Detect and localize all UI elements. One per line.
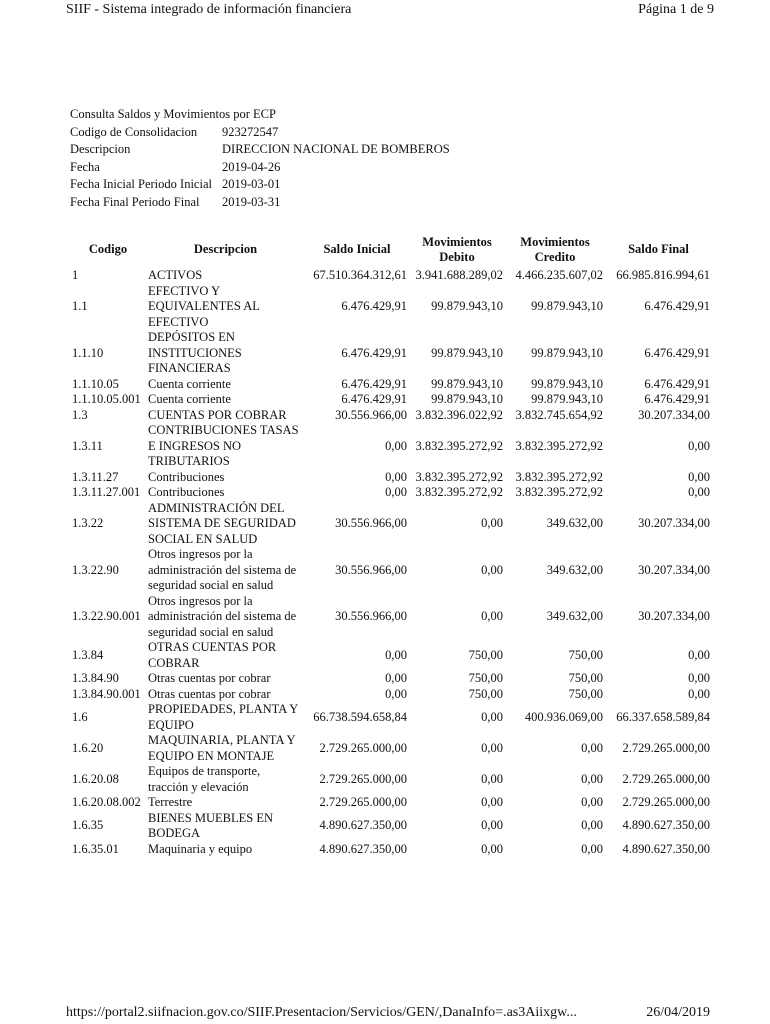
table-body	[70, 268, 712, 857]
cell-saldo-inicial: 30.556.966,00	[335, 609, 407, 623]
table-row	[70, 795, 712, 811]
cell-movimientos-credito: 400.936.069,00	[524, 709, 603, 724]
cell-movimientos-credito: 750,00	[568, 647, 603, 662]
cell-codigo: 1.1	[72, 299, 88, 313]
cell-saldo-final: 0,00	[688, 671, 710, 685]
cell-movimientos-credito: 0,00	[581, 795, 603, 809]
info-row	[70, 141, 450, 159]
cell-saldo-inicial: 0,00	[385, 686, 407, 701]
cell-saldo-final: 4.890.627.350,00	[622, 818, 710, 833]
cell-codigo: 1.6.20.08	[72, 771, 119, 786]
cell-descripcion: Equipos de transporte, tracción y elevación	[148, 764, 261, 794]
cell-codigo: 1.3.22.90	[72, 562, 119, 577]
cell-saldo-inicial: 6.476.429,91	[341, 345, 407, 360]
column-header-codigo: Codigo	[88, 242, 128, 257]
table-row	[70, 671, 712, 687]
cell-saldo-final: 2.729.265.000,00	[622, 740, 710, 755]
table-row	[70, 392, 712, 408]
cell-movimientos-credito: 0,00	[581, 771, 603, 786]
cell-movimientos-debito: 0,00	[481, 740, 503, 755]
table-row	[70, 640, 712, 671]
cell-movimientos-credito: 349.632,00	[546, 609, 603, 623]
cell-saldo-final: 0,00	[688, 469, 710, 484]
cell-saldo-inicial: 0,00	[385, 647, 407, 662]
cell-saldo-inicial: 4.890.627.350,00	[319, 818, 407, 833]
cell-saldo-final: 0,00	[688, 438, 710, 453]
info-row	[70, 176, 450, 194]
cell-descripcion: Contribuciones	[148, 485, 225, 499]
cell-codigo: 1.3.84.90.001	[72, 686, 141, 701]
cell-descripcion: Otras cuentas por cobrar	[148, 671, 271, 685]
cell-saldo-final: 6.476.429,91	[644, 376, 710, 391]
column-header-saldo-final: Saldo Final	[628, 242, 689, 257]
cell-saldo-final: 30.207.334,00	[638, 516, 710, 530]
report-title: Consulta Saldos y Movimientos por ECP	[70, 107, 276, 121]
cell-saldo-final: 0,00	[688, 485, 710, 499]
cell-descripcion: Terrestre	[148, 795, 193, 809]
footer-url: https://portal2.siifnacion.gov.co/SIIF.Presentacion/Servicios/GEN/,DanaInfo=.as3Aiixgw...	[66, 1005, 577, 1020]
cell-movimientos-credito: 750,00	[568, 671, 603, 685]
cell-saldo-final: 2.729.265.000,00	[622, 771, 710, 786]
cell-codigo: 1.3.84	[72, 647, 104, 662]
table-row	[70, 330, 712, 377]
cell-descripcion: Otros ingresos por la administración del sistema de seguridad social en salud	[148, 593, 297, 639]
table-row	[70, 702, 712, 733]
cell-descripcion: PROPIEDADES, PLANTA Y EQUIPO	[148, 702, 298, 732]
cell-movimientos-debito: 3.832.395.272,92	[415, 438, 503, 453]
cell-codigo: 1.3	[72, 407, 88, 422]
cell-movimientos-debito: 750,00	[468, 671, 503, 685]
cell-movimientos-credito: 99.879.943,10	[531, 345, 603, 360]
cell-saldo-inicial: 2.729.265.000,00	[319, 795, 407, 809]
cell-descripcion: Otros ingresos por la administración del sistema de seguridad social en salud	[148, 547, 297, 592]
cell-codigo: 1.3.84.90	[72, 671, 119, 685]
info-label: Descripcion	[70, 142, 131, 156]
cell-codigo: 1.3.11	[72, 438, 103, 453]
cell-saldo-final: 66.985.816.994,61	[616, 268, 710, 282]
cell-saldo-inicial: 0,00	[385, 485, 407, 499]
cell-codigo: 1.3.11.27.001	[72, 485, 141, 499]
cell-saldo-inicial: 30.556.966,00	[335, 562, 407, 577]
cell-codigo: 1.3.22	[72, 516, 104, 530]
cell-movimientos-debito: 750,00	[468, 686, 503, 701]
table-row	[70, 547, 712, 594]
info-label: Fecha Final Periodo Final	[70, 194, 200, 209]
report-info	[70, 106, 450, 211]
cell-saldo-inicial: 66.738.594.658,84	[313, 709, 407, 724]
cell-movimientos-debito: 99.879.943,10	[431, 392, 503, 406]
column-header-descripcion: Descripcion	[193, 242, 258, 257]
cell-descripcion: Otras cuentas por cobrar	[148, 686, 271, 701]
cell-movimientos-credito: 4.466.235.607,02	[515, 268, 603, 282]
cell-saldo-final: 2.729.265.000,00	[622, 795, 710, 809]
table-row	[70, 485, 712, 501]
cell-movimientos-credito: 99.879.943,10	[531, 392, 603, 406]
cell-saldo-final: 0,00	[688, 647, 710, 662]
page-number: Página 1 de 9	[638, 2, 714, 17]
cell-descripcion: BIENES MUEBLES EN BODEGA	[148, 810, 273, 840]
cell-descripcion: EFECTIVO Y EQUIVALENTES AL EFECTIVO	[148, 283, 260, 329]
cell-saldo-final: 6.476.429,91	[644, 345, 710, 360]
cell-saldo-inicial: 0,00	[385, 671, 407, 685]
table-row	[70, 268, 712, 284]
cell-descripcion: ACTIVOS	[148, 268, 203, 282]
cell-movimientos-credito: 0,00	[581, 740, 603, 755]
cell-movimientos-debito: 3.832.395.272,92	[415, 469, 503, 484]
info-row	[70, 159, 450, 177]
cell-descripcion: DEPÓSITOS EN INSTITUCIONES FINANCIERAS	[148, 330, 242, 375]
cell-saldo-final: 4.890.627.350,00	[622, 841, 710, 856]
column-header-movimientos-credito: Movimientos Credito	[520, 234, 590, 264]
cell-saldo-inicial: 4.890.627.350,00	[319, 841, 407, 856]
table-row	[70, 377, 712, 393]
cell-descripcion: MAQUINARIA, PLANTA Y EQUIPO EN MONTAJE	[148, 733, 296, 763]
info-value: 2019-04-26	[222, 159, 281, 174]
cell-movimientos-debito: 99.879.943,10	[431, 299, 503, 313]
cell-saldo-final: 0,00	[688, 686, 710, 701]
cell-movimientos-debito: 750,00	[468, 647, 503, 662]
info-row	[70, 124, 450, 142]
cell-codigo: 1	[72, 268, 79, 282]
cell-saldo-inicial: 6.476.429,91	[341, 392, 407, 406]
cell-saldo-final: 6.476.429,91	[644, 299, 710, 313]
cell-codigo: 1.6	[72, 709, 88, 724]
cell-saldo-inicial: 2.729.265.000,00	[319, 740, 407, 755]
cell-codigo: 1.6.20	[72, 740, 104, 755]
table-row	[70, 594, 712, 641]
cell-codigo: 1.6.35.01	[72, 841, 119, 856]
cell-codigo: 1.1.10.05	[72, 376, 119, 391]
cell-saldo-final: 6.476.429,91	[644, 392, 710, 406]
table-row	[70, 408, 712, 424]
table-row	[70, 687, 712, 703]
cell-saldo-inicial: 0,00	[385, 469, 407, 484]
cell-saldo-final: 30.207.334,00	[638, 407, 710, 422]
table-row	[70, 501, 712, 548]
cell-codigo: 1.1.10.05.001	[72, 392, 141, 406]
cell-movimientos-debito: 99.879.943,10	[431, 345, 503, 360]
cell-saldo-inicial: 6.476.429,91	[341, 376, 407, 391]
cell-saldo-inicial: 0,00	[385, 438, 407, 453]
cell-saldo-inicial: 2.729.265.000,00	[319, 771, 407, 786]
footer-date: 26/04/2019	[646, 1005, 710, 1020]
info-label: Fecha Inicial Periodo Inicial	[70, 177, 212, 191]
cell-saldo-final: 30.207.334,00	[638, 562, 710, 577]
table-row	[70, 811, 712, 842]
cell-movimientos-debito: 0,00	[481, 841, 503, 856]
cell-descripcion: ADMINISTRACIÓN DEL SISTEMA DE SEGURIDAD SOCIAL EN SALUD	[148, 500, 296, 546]
page-header-title: SIIF - Sistema integrado de información financiera	[66, 2, 352, 17]
cell-saldo-inicial: 67.510.364.312,61	[313, 268, 407, 282]
cell-codigo: 1.6.20.08.002	[72, 795, 141, 809]
cell-movimientos-credito: 99.879.943,10	[531, 376, 603, 391]
cell-codigo: 1.1.10	[72, 345, 104, 360]
table-row	[70, 764, 712, 795]
cell-movimientos-debito: 99.879.943,10	[431, 376, 503, 391]
cell-descripcion: Cuenta corriente	[148, 376, 231, 391]
cell-movimientos-credito: 3.832.395.272,92	[515, 469, 603, 484]
cell-movimientos-credito: 349.632,00	[546, 562, 603, 577]
cell-descripcion: OTRAS CUENTAS POR COBRAR	[148, 640, 277, 670]
info-value: 2019-03-31	[222, 194, 281, 209]
cell-movimientos-debito: 0,00	[481, 795, 503, 809]
cell-movimientos-credito: 99.879.943,10	[531, 299, 603, 313]
cell-movimientos-credito: 0,00	[581, 841, 603, 856]
cell-codigo: 1.6.35	[72, 818, 104, 833]
cell-descripcion: CONTRIBUCIONES TASAS E INGRESOS NO TRIBUTARIOS	[148, 423, 299, 468]
table-header-row	[70, 232, 712, 268]
cell-movimientos-credito: 750,00	[568, 686, 603, 701]
cell-saldo-inicial: 30.556.966,00	[335, 516, 407, 530]
cell-movimientos-debito: 0,00	[481, 562, 503, 577]
column-header-saldo-inicial: Saldo Inicial	[323, 242, 391, 257]
cell-movimientos-credito: 3.832.395.272,92	[515, 438, 603, 453]
cell-descripcion: CUENTAS POR COBRAR	[148, 407, 287, 422]
info-value: 923272547	[222, 124, 279, 139]
info-row	[70, 194, 450, 212]
cell-movimientos-debito: 0,00	[481, 609, 503, 623]
table-row	[70, 733, 712, 764]
cell-movimientos-credito: 349.632,00	[546, 516, 603, 530]
cell-codigo: 1.3.22.90.001	[72, 609, 141, 623]
cell-movimientos-debito: 0,00	[481, 818, 503, 833]
cell-movimientos-debito: 3.832.395.272,92	[415, 485, 503, 499]
cell-saldo-final: 30.207.334,00	[638, 609, 710, 623]
cell-descripcion: Maquinaria y equipo	[148, 841, 253, 856]
cell-movimientos-credito: 3.832.395.272,92	[515, 485, 603, 499]
cell-descripcion: Cuenta corriente	[148, 392, 231, 406]
table-row	[70, 470, 712, 486]
cell-movimientos-debito: 3.832.396.022,92	[415, 407, 503, 422]
cell-movimientos-credito: 3.832.745.654,92	[515, 407, 603, 422]
table-row	[70, 284, 712, 331]
cell-saldo-final: 66.337.658.589,84	[616, 709, 710, 724]
cell-movimientos-debito: 0,00	[481, 516, 503, 530]
cell-movimientos-credito: 0,00	[581, 818, 603, 833]
info-label: Codigo de Consolidacion	[70, 124, 198, 139]
cell-saldo-inicial: 6.476.429,91	[341, 299, 407, 313]
info-value: 2019-03-01	[222, 177, 281, 191]
info-value: DIRECCION NACIONAL DE BOMBEROS	[222, 142, 450, 156]
cell-descripcion: Contribuciones	[148, 469, 225, 484]
column-header-movimientos-debito: Movimientos Debito	[422, 234, 492, 264]
table-row	[70, 842, 712, 858]
cell-saldo-inicial: 30.556.966,00	[335, 407, 407, 422]
info-label: Fecha	[70, 159, 100, 174]
balances-table	[70, 232, 712, 857]
cell-codigo: 1.3.11.27	[72, 469, 119, 484]
cell-movimientos-debito: 3.941.688.289,02	[415, 268, 503, 282]
table-row	[70, 423, 712, 470]
cell-movimientos-debito: 0,00	[481, 709, 503, 724]
cell-movimientos-debito: 0,00	[481, 771, 503, 786]
